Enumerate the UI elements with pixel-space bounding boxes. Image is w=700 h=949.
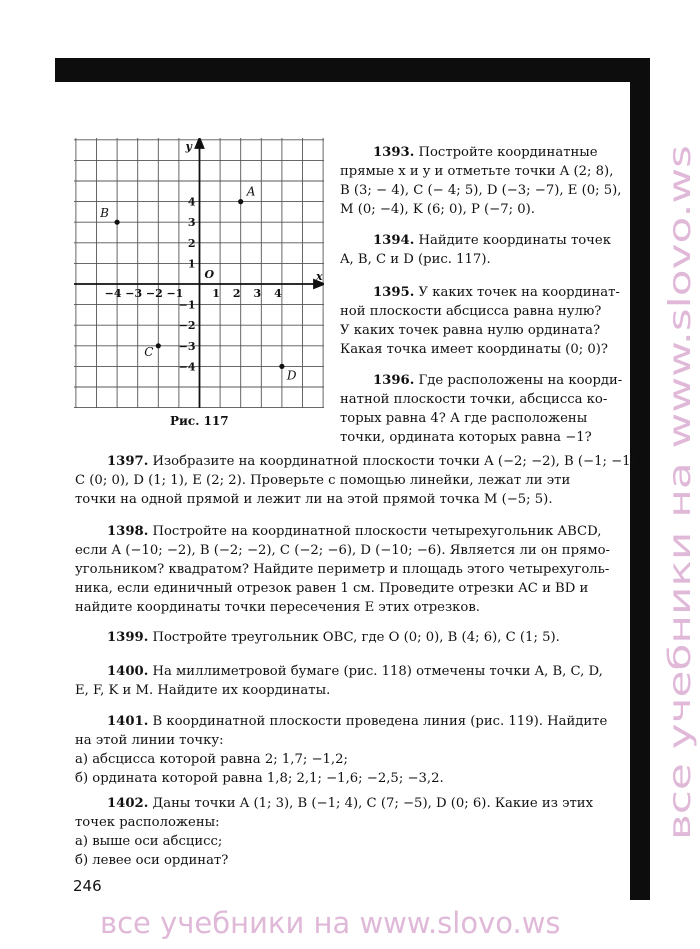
exercise-text: ной плоскости абсцисса равна нулю?	[340, 304, 602, 319]
exercise-text: если A (−10; −2), B (−2; −2), C (−2; −6), D (−10; −6). Является ли он прямо-	[75, 543, 610, 558]
x-tick-label: −3	[125, 287, 143, 300]
y-tick-label: 1	[187, 257, 196, 271]
exercise-text: точек расположены:	[75, 815, 220, 830]
x-tick-label: 4	[274, 287, 282, 300]
exercise-1400	[75, 662, 603, 700]
point-label-C: C	[144, 344, 154, 359]
exercise-number: 1397.	[107, 454, 149, 469]
point-D	[279, 364, 284, 369]
y-tick-label: −4	[178, 360, 196, 374]
exercise-text: точки, ордината которых равна −1?	[340, 430, 592, 445]
exercise-text: прямые x и y и отметьте точки A (2; 8),	[340, 164, 614, 179]
y-tick-label: −3	[178, 339, 196, 353]
exercise-text: C (0; 0), D (1; 1), E (2; 2). Проверьте с помощью линейки, лежат ли эти	[75, 473, 571, 488]
exercise-text: На миллиметровой бумаге (рис. 118) отмечены точки A, B, C, D,	[148, 664, 603, 679]
point-label-D: D	[286, 368, 297, 383]
exercise-number: 1395.	[373, 285, 415, 300]
exercise-text: Где расположены на коорди-	[414, 373, 623, 388]
exercise-text: В координатной плоскости проведена линия (рис. 119). Найдите	[148, 714, 608, 729]
origin-label: O	[204, 268, 215, 281]
x-tick-label: −2	[145, 287, 163, 300]
exercise-text: Постройте на координатной плоскости четырехугольник ABCD,	[148, 524, 602, 539]
figure-117	[74, 138, 324, 408]
exercise-text: Постройте треугольник OBC, где O (0; 0), B (4; 6), C (1; 5).	[148, 630, 560, 645]
exercise-1399	[75, 628, 560, 647]
exercise-text: найдите координаты точки пересечения E этих отрезков.	[75, 600, 480, 615]
exercise-number: 1396.	[373, 373, 415, 388]
point-label-B: B	[100, 206, 109, 221]
exercise-text: E, F, K и M. Найдите их координаты.	[75, 683, 331, 698]
y-tick-label: 2	[187, 236, 196, 250]
exercise-text: а) выше оси абсцисс;	[75, 834, 223, 849]
exercise-number: 1394.	[373, 233, 415, 248]
exercise-1395	[340, 283, 620, 359]
exercise-1397	[75, 452, 640, 509]
exercise-number: 1398.	[107, 524, 149, 539]
exercise-text: угольником? квадратом? Найдите периметр и площадь этого четырехуголь-	[75, 562, 610, 577]
x-tick-label: 2	[232, 287, 241, 300]
x-axis-label: x	[316, 270, 323, 283]
exercise-text: Изобразите на координатной плоскости точки A (−2; −2), B (−1; −1),	[148, 454, 640, 469]
exercise-number: 1400.	[107, 664, 149, 679]
exercise-text: Какая точка имеет координаты (0; 0)?	[340, 342, 608, 357]
x-tick-label: −1	[166, 287, 184, 300]
point-A	[238, 199, 243, 204]
exercise-text: а) абсцисса которой равна 2; 1,7; −1,2;	[75, 752, 348, 767]
exercise-1398	[75, 522, 610, 617]
bottom-watermark: все учебники на www.slovo.ws	[100, 906, 561, 940]
y-tick-label: −1	[178, 298, 196, 312]
exercise-1393	[340, 143, 622, 219]
side-watermark-text: все учебники на www.slovo.ws	[663, 363, 698, 840]
exercise-number: 1393.	[373, 145, 415, 160]
coordinate-grid	[74, 138, 324, 408]
exercise-text: У каких точек равна нулю ордината?	[340, 323, 601, 338]
side-watermark	[652, 140, 700, 840]
exercise-1401	[75, 712, 607, 788]
exercise-text: ника, если единичный отрезок равен 1 см. Проведите отрезки AC и BD и	[75, 581, 589, 596]
exercise-text: Постройте координатные	[414, 145, 598, 160]
exercise-number: 1401.	[107, 714, 149, 729]
y-axis-label: y	[185, 140, 192, 153]
exercise-1396	[340, 371, 622, 447]
exercise-number: 1402.	[107, 796, 149, 811]
exercise-text: Даны точки A (1; 3), B (−1; 4), C (7; −5), D (0; 6). Какие из этих	[148, 796, 594, 811]
exercise-text: б) ордината которой равна 1,8; 2,1; −1,6; −2,5; −3,2.	[75, 771, 444, 786]
exercise-text: M (0; −4), K (6; 0), P (−7; 0).	[340, 202, 535, 217]
exercise-text: б) левее оси ординат?	[75, 853, 229, 868]
exercise-text: на этой линии точку:	[75, 733, 224, 748]
x-tick-label: 3	[253, 287, 262, 300]
point-B	[115, 220, 120, 225]
y-tick-label: 3	[187, 216, 196, 230]
x-tick-label: −4	[104, 287, 122, 300]
exercise-1394	[340, 231, 611, 269]
point-C	[156, 343, 161, 348]
y-tick-label: 4	[187, 195, 196, 209]
exercise-text: точки на одной прямой и лежит ли на этой прямой точка M (−5; 5).	[75, 492, 553, 507]
exercise-text: Найдите координаты точек	[414, 233, 611, 248]
figure-caption: Рис. 117	[170, 414, 229, 428]
y-tick-label: −2	[178, 319, 196, 333]
scan-top-border	[55, 58, 650, 82]
exercise-text: A, B, C и D (рис. 117).	[340, 252, 491, 267]
exercise-text: У каких точек на координат-	[414, 285, 620, 300]
x-tick-label: 1	[212, 287, 220, 300]
exercise-number: 1399.	[107, 630, 149, 645]
page-number: 246	[73, 877, 102, 895]
exercise-text: натной плоскости точки, абсцисса ко-	[340, 392, 608, 407]
exercise-1402	[75, 794, 593, 870]
exercise-text: B (3; − 4), C (− 4; 5), D (−3; −7), E (0; 5),	[340, 183, 622, 198]
point-label-A: A	[246, 184, 256, 199]
exercise-text: торых равна 4? А где расположены	[340, 411, 588, 426]
